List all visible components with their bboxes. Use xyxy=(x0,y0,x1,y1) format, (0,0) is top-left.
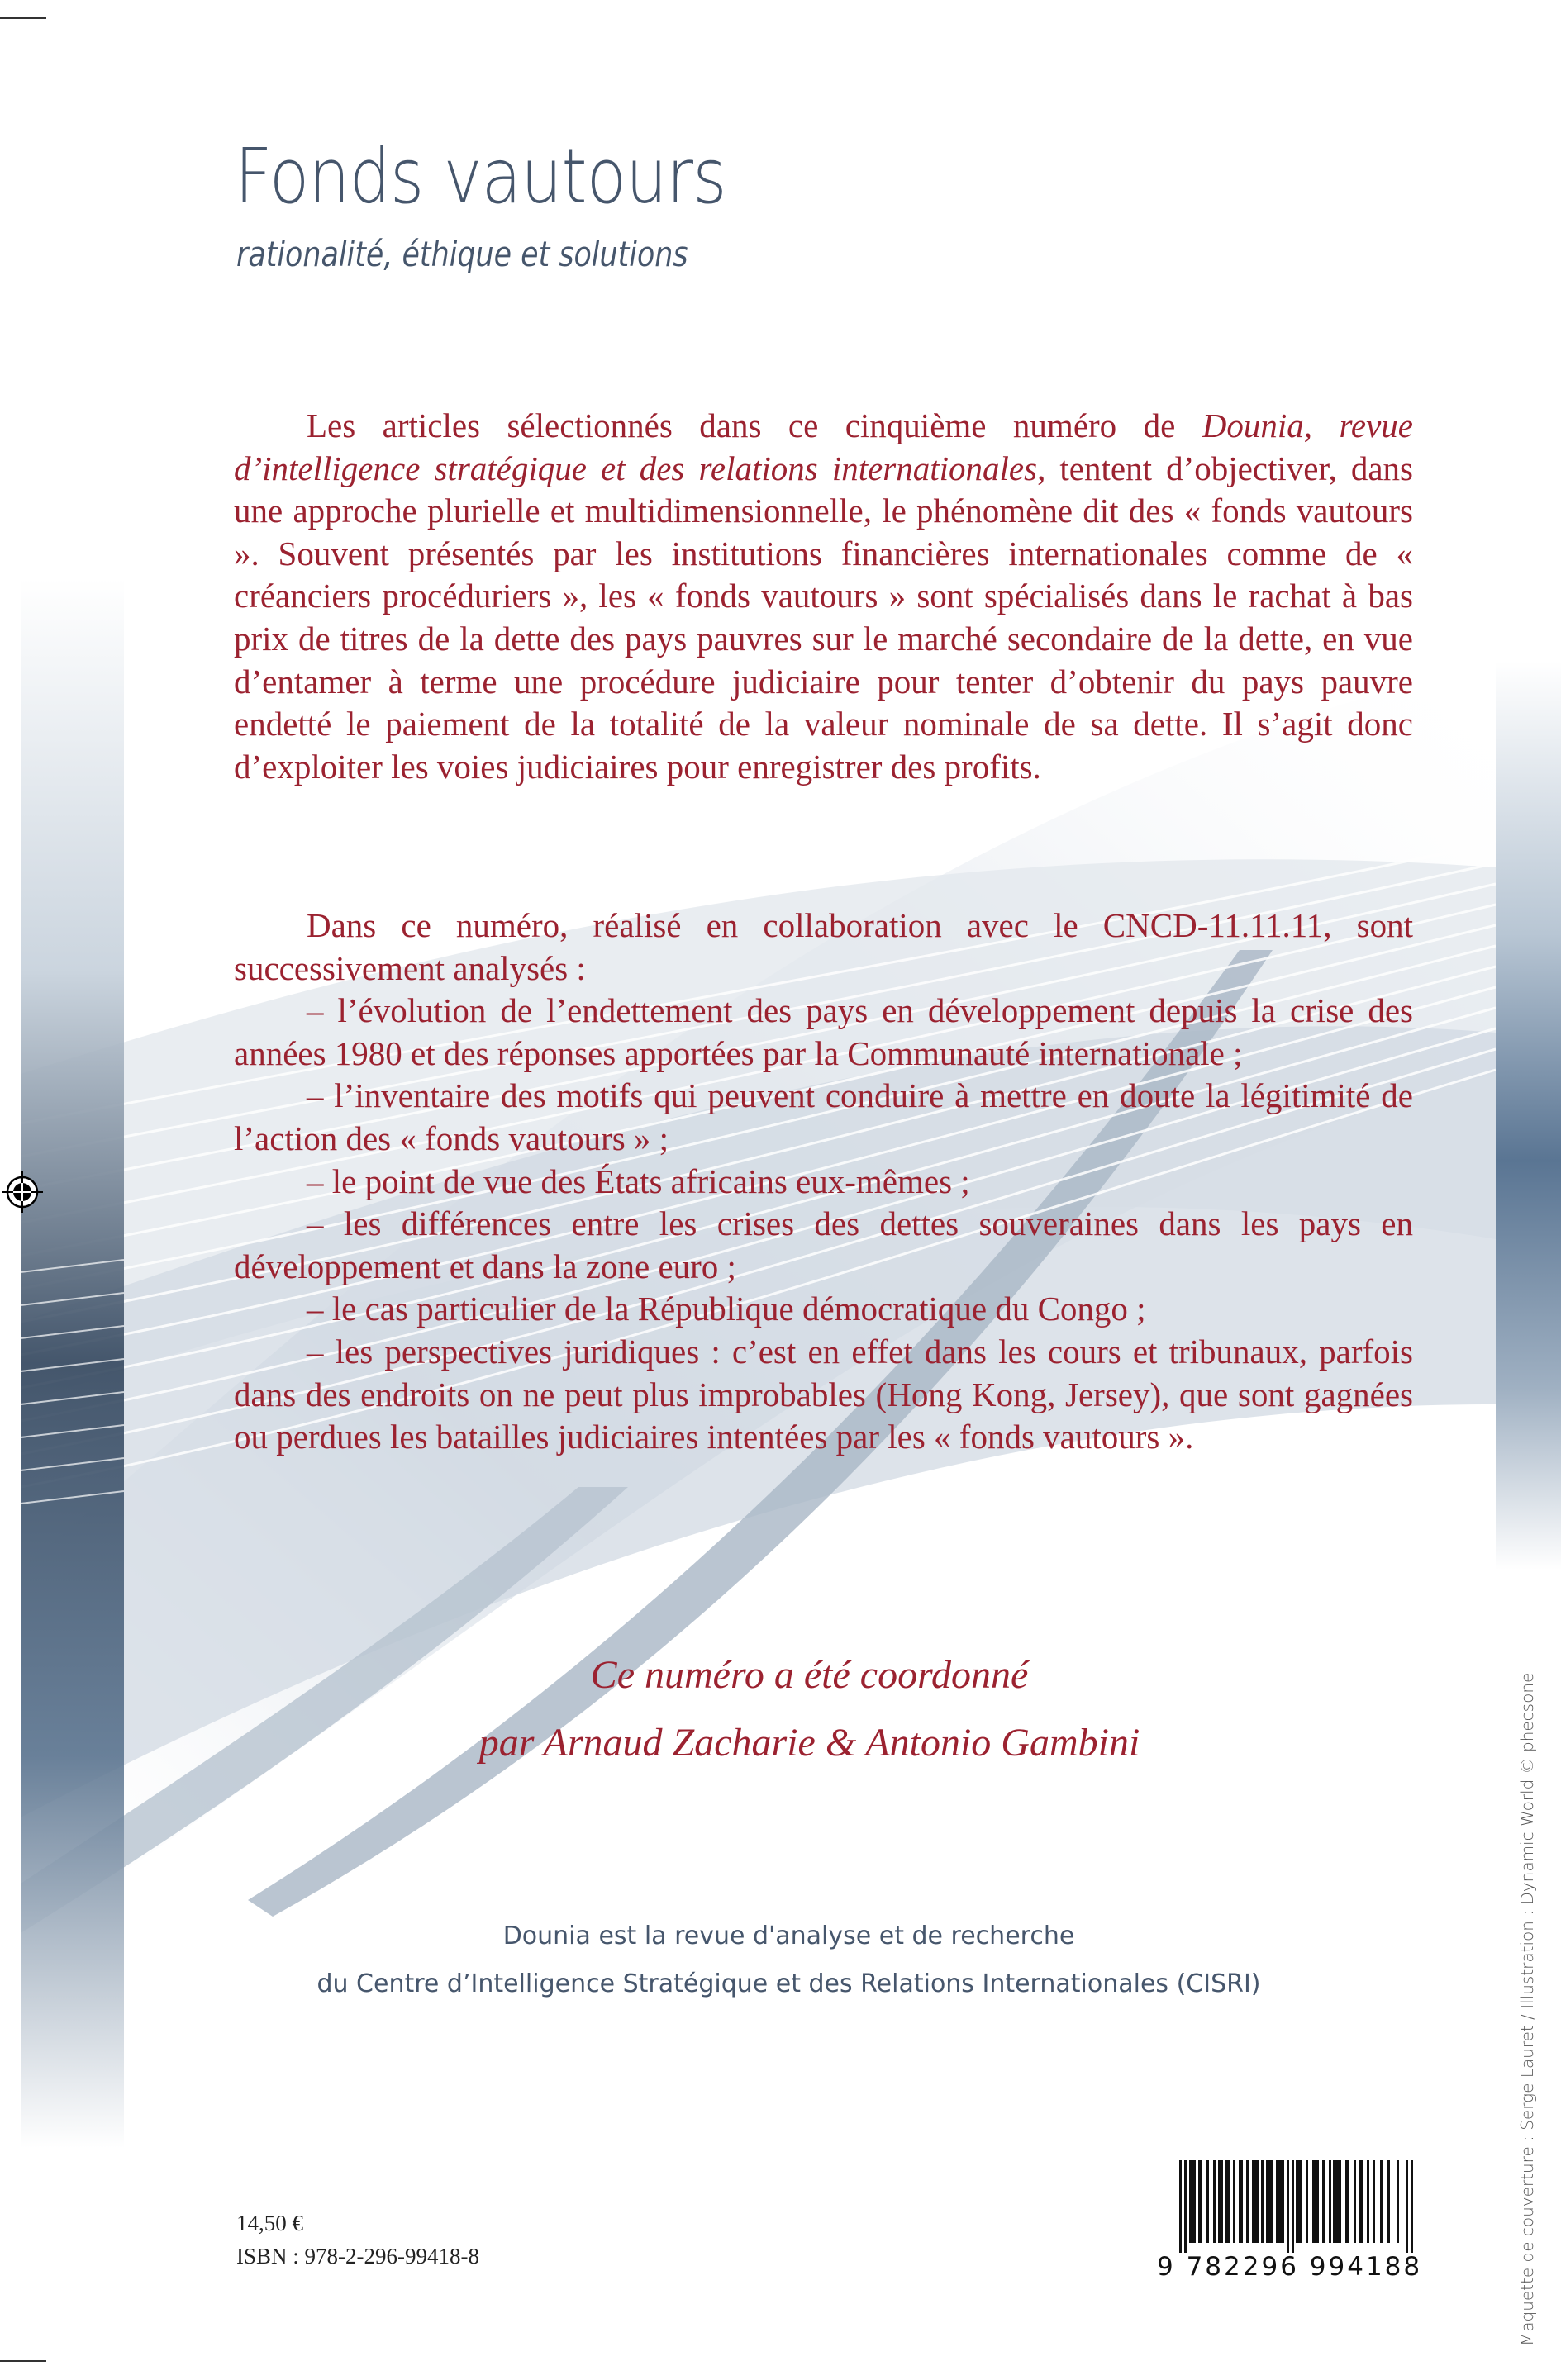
crop-mark-top-left xyxy=(0,17,46,19)
registration-mark-icon xyxy=(2,1171,43,1213)
journal-name: Dounia, revue d’intelligence stratégique et des relations internationales xyxy=(234,406,1413,487)
coordinators-line-1: Ce numéro a été coordonné xyxy=(590,1653,1029,1697)
book-title: Fonds vautours xyxy=(235,132,726,221)
isbn: ISBN : 978-2-296-99418-8 xyxy=(236,2244,479,2268)
barcode-digits: 9 782296 994188 xyxy=(1157,2252,1423,2282)
summary-item: – les différences entre les crises des dettes souveraines dans les pays en développement et dans la zone euro ; xyxy=(234,1204,1413,1285)
cover-credits: Maquette de couverture : Serge Lauret / Illustration : Dynamic World © phecsone xyxy=(1517,1672,1537,2346)
summary-item: – les perspectives juridiques : c’est en effet dans les cours et tribunaux, parfois dans des endroits on ne peut plus improbables (Hong Kong, Jersey), que sont gagnées ou perdues les batailles judiciaires intentées par les « fonds vautours ». xyxy=(234,1332,1413,1456)
about-line-2: du Centre d’Intelligence Stratégique et des Relations Internationales (CISRI) xyxy=(316,1969,1261,1998)
crop-mark-bottom-left xyxy=(0,2360,46,2362)
summary-item: – le cas particulier de la République démocratique du Congo ; xyxy=(307,1290,1146,1328)
about-line-1: Dounia est la revue d'analyse et de recherche xyxy=(502,1922,1075,1950)
summary-item: – le point de vue des États africains eux-mêmes ; xyxy=(307,1161,970,1200)
summary-item: – l’inventaire des motifs qui peuvent conduire à mettre en doute la légitimité de l’action des « fonds vautours » ; xyxy=(234,1076,1413,1157)
summary-intro: Dans ce numéro, réalisé en collaboration avec le CNCD-11.11.11, sont successivement analysés : xyxy=(234,906,1413,987)
price: 14,50 € xyxy=(236,2211,303,2235)
summary-paragraph-2 xyxy=(234,905,1413,1459)
summary-paragraph-1 xyxy=(234,405,1413,788)
book-subtitle: rationalité, éthique et solutions xyxy=(236,234,688,274)
summary-rest: , tentent d’objectiver, dans une approche plurielle et multidimensionnelle, le phénomène dit des « fonds vautours ». Souvent présentés par les institutions financières internationales comme de « créanciers procéduriers », les « fonds vautours » sont spécialisés dans le rachat à bas prix de titres de la dette des pays pauvres sur le marché secondaire de la dette, en vue d’entamer à terme une procédure judiciaire pour tenter d’obtenir du pays pauvre endetté le paiement de la totalité de la valeur nominale de sa dette. Il s’agit donc d’exploiter les voies judiciaires pour enregistrer des profits. xyxy=(234,449,1413,786)
summary-lead: Les articles sélectionnés dans ce cinquième numéro de xyxy=(307,406,1202,444)
coordinators-line-2: par Arnaud Zacharie & Antonio Gambini xyxy=(478,1721,1140,1765)
summary-item: – l’évolution de l’endettement des pays en développement depuis la crise des années 1980 et des réponses apportées par la Communauté internationale ; xyxy=(234,991,1413,1072)
